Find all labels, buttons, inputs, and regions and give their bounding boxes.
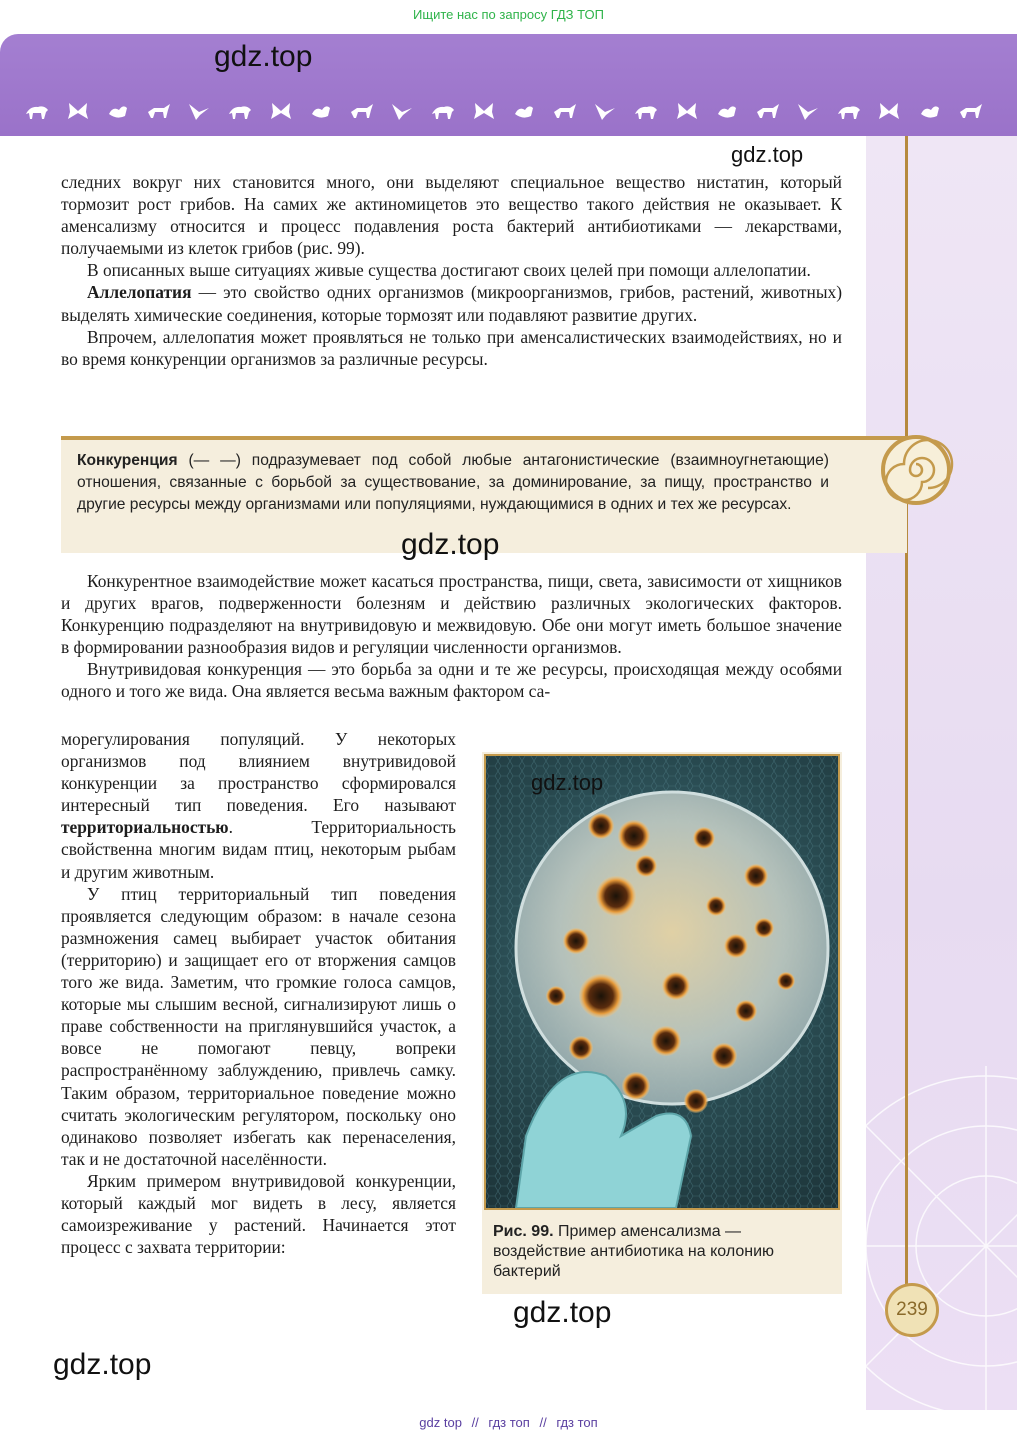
watermark: gdz.top (214, 40, 313, 73)
lizard-icon (714, 100, 740, 122)
watermark: gdz.top (731, 142, 804, 167)
caption-text: Пример аменсализма — воздействие антибиотика на колонию бактерий (493, 1223, 775, 1280)
mammal-icon (227, 100, 253, 122)
butterfly-icon (471, 100, 497, 122)
link-gdz-top-ru-2[interactable]: гдз топ (556, 1415, 598, 1430)
compass-rose-decor (866, 136, 1017, 1410)
lizard-icon (511, 100, 537, 122)
text-span: морегулирования популяций. У некоторых организмов под влиянием внутривидовой конкуренции за пространство сформировался интересный тип поведения. Его называют (61, 729, 456, 816)
mammal-icon (430, 100, 456, 122)
margin-rule (905, 136, 908, 1286)
horse-icon (755, 100, 781, 122)
bottom-links (0, 1410, 1017, 1440)
butterfly-icon (674, 100, 700, 122)
bird-icon (795, 100, 821, 122)
term-territoriality: территориальностью (61, 817, 229, 838)
paragraph: Конкурентное взаимодействие может касаться пространства, пищи, света, зависимости от хищников и других врагов, подверженности болезням и действию различных экологических факторов. Конкуренцию подразделяют на внутривидовую и межвидовую. Обе они могут иметь большое значение в формировании разнообразия видов и регуляции численности организмов. (61, 571, 842, 658)
term-allelopathy: Аллелопатия (87, 282, 192, 303)
text-top (61, 171, 842, 370)
paragraph: Ярким примером внутривидовой конкуренции, который каждый мог видеть в лесу, является самоизреживание у растений. Начинается этот процесс с захвата территории: (61, 1170, 456, 1258)
figure-label: Рис. 99. (493, 1223, 554, 1240)
lizard-icon (308, 100, 334, 122)
horse-icon (349, 100, 375, 122)
bird-icon (389, 100, 415, 122)
top-banner-text: Ищите нас по запросу ГДЗ ТОП (413, 7, 604, 22)
paragraph: У птиц территориальный тип поведения проявляется следующим образом: в начале сезона размножения самец выбирает участок обитания (территорию) и защищает его от вторжения самцов того же вида. Заметим, что громкие голоса самцов, которые мы слышим весной, сигнализируют лишь о праве собственности на приглянувшийся участок, а вовсе не помогают певцу, вопреки распространённому заблуждению, привлечь самку. Таким образом, территориальное поведение можно считать экологическим регулятором, поскольку оно одинаково позволяет избегать как перенаселения, так и не достаточной населённости. (61, 883, 456, 1169)
mammal-icon (24, 100, 50, 122)
horse-icon (958, 100, 984, 122)
chapter-header (0, 34, 1017, 136)
text-middle (61, 570, 842, 703)
right-decor-panel (866, 136, 1017, 1410)
page-number: 239 (885, 1283, 939, 1337)
allelopathy-definition: — это свойство одних организмов (микроорганизмов, грибов, растений, животных) выделять химические соединения, которые тормозят или подавляют развитие других. (61, 282, 842, 325)
definition-text (77, 450, 829, 516)
lizard-icon (917, 100, 943, 122)
mammal-icon (836, 100, 862, 122)
figure-99 (482, 752, 842, 1294)
animal-strip (24, 96, 984, 126)
watermark: gdz.top (531, 770, 604, 795)
paragraph: Впрочем, аллелопатия может проявляться не только при аменсалистических взаимодействиях, но и во время конкуренции организмов за различные ресурсы. (61, 326, 842, 369)
spiral-shell-icon (880, 425, 960, 515)
horse-icon (552, 100, 578, 122)
petri-dish-illustration (486, 756, 838, 1208)
link-gdz-top-ru[interactable]: гдз топ (488, 1415, 530, 1430)
watermark: gdz.top (53, 1348, 152, 1381)
paragraph-territoriality (61, 728, 456, 883)
lizard-icon (105, 100, 131, 122)
figure-caption (493, 1222, 823, 1282)
bird-icon (186, 100, 212, 122)
top-banner (0, 0, 1017, 34)
bird-icon (592, 100, 618, 122)
mammal-icon (633, 100, 659, 122)
horse-icon (146, 100, 172, 122)
link-gdz-top[interactable]: gdz top (419, 1415, 462, 1430)
butterfly-icon (65, 100, 91, 122)
watermark: gdz.top (513, 1296, 612, 1329)
paragraph-allelopathy (61, 281, 842, 325)
text-left-column (61, 728, 456, 1258)
separator: // (539, 1415, 547, 1430)
butterfly-icon (876, 100, 902, 122)
text-span: . Территориальность свойственна многим видам птиц, некоторым рыбам и другим животным. (61, 817, 456, 882)
butterfly-icon (268, 100, 294, 122)
watermark: gdz.top (401, 528, 500, 561)
paragraph: В описанных выше ситуациях живые существа достигают своих целей при помощи аллелопатии. (87, 260, 811, 281)
petri-dish-photo (484, 754, 840, 1210)
paragraph: следних вокруг них становится много, они выделяют специальное вещество нистатин, который тормозит рост грибов. На самих же актиномицетов это вещество такого действия не оказывает. К аменсализму относится и процесс подавления роста бактерий антибиотиками — лекарствами, получаемыми из клеток грибов (рис. 99). (61, 172, 842, 259)
separator: // (471, 1415, 479, 1430)
competition-definition: (— —) подразумевает под собой любые антагонистические (взаимноугнетающие) отношения, связанные с борьбой за существование, за доминирование, за пищу, пространство и другие ресурсы между организмами или популяциями, нуждающимися в одних и тех же ресурсах. (77, 452, 829, 513)
paragraph: Внутривидовая конкуренция — это борьба за одни и те же ресурсы, происходящая между особями одного и того же вида. Она является весьма важным фактором са- (61, 659, 842, 702)
term-competition: Конкуренция (77, 452, 178, 469)
